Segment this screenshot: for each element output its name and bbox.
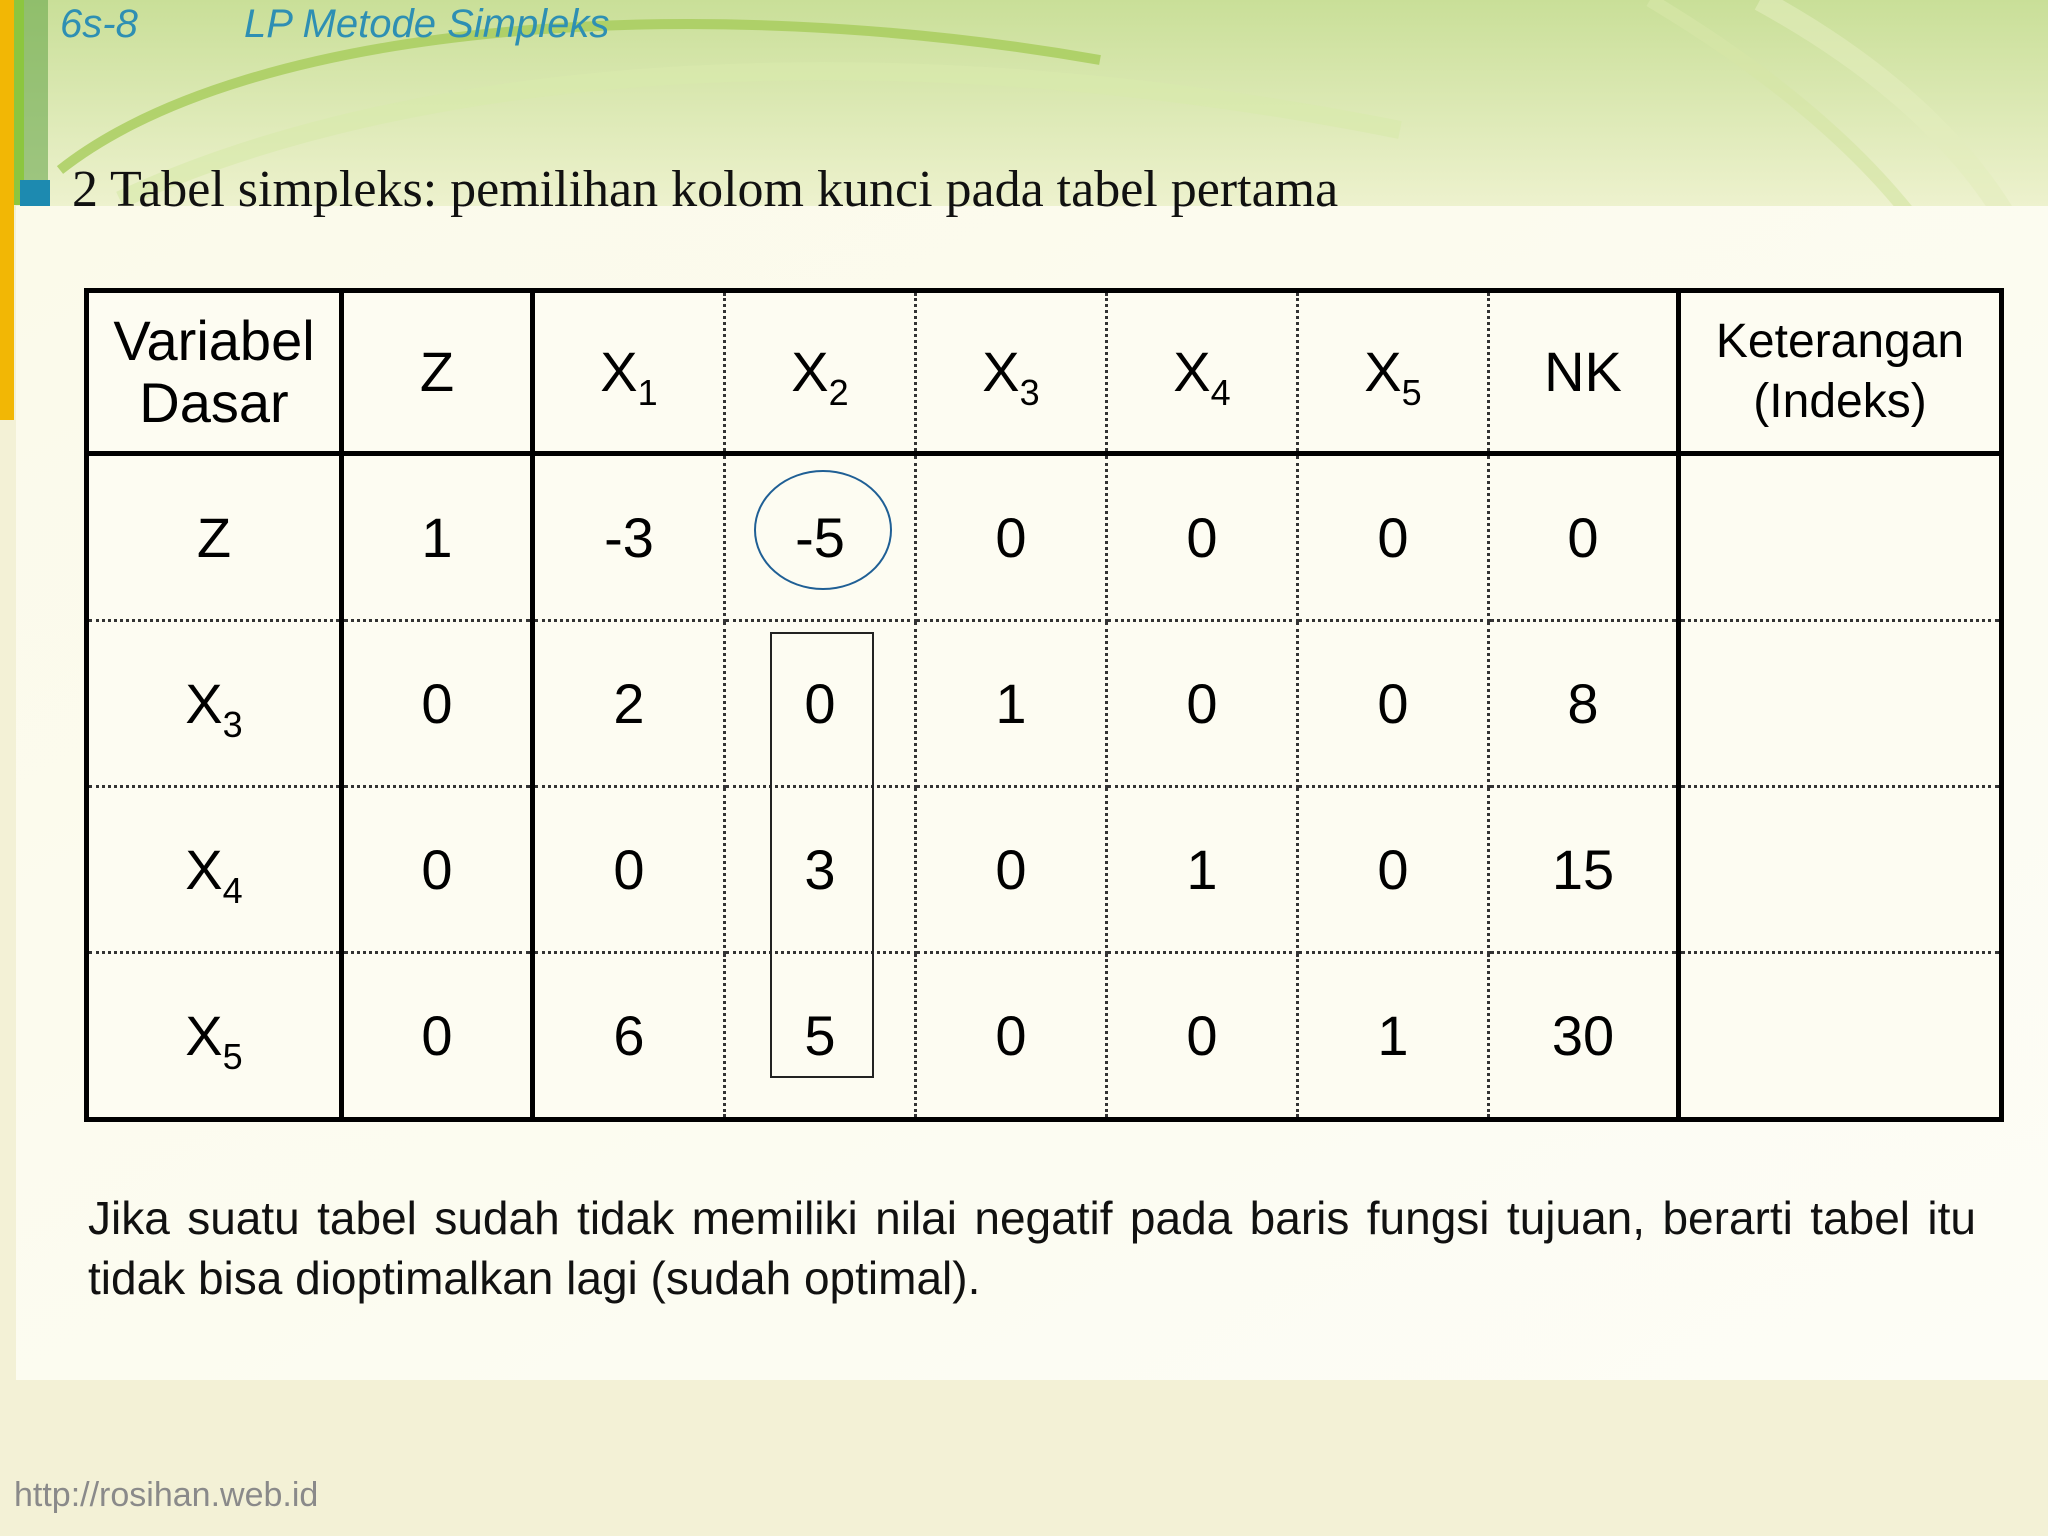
cell-nk: 15 — [1489, 787, 1679, 953]
cell-x5: 0 — [1298, 454, 1489, 621]
cell-x3: 1 — [916, 621, 1107, 787]
cell-z: 0 — [342, 953, 533, 1120]
cell-x2: 0 — [725, 621, 916, 787]
header-basic-variable: Variabel Dasar — [87, 291, 342, 454]
cell-x2-key-value: -5 — [725, 454, 916, 621]
table-row — [87, 953, 2002, 1120]
table-header-row — [87, 291, 2002, 454]
footer-url: http://rosihan.web.id — [14, 1476, 319, 1514]
header-keterangan: Keterangan (Indeks) — [1679, 291, 2002, 454]
cell-nk: 30 — [1489, 953, 1679, 1120]
cell-x4: 0 — [1107, 621, 1298, 787]
cell-x5: 0 — [1298, 621, 1489, 787]
cell-keterangan — [1679, 953, 2002, 1120]
cell-x5: 0 — [1298, 787, 1489, 953]
cell-x3: 0 — [916, 454, 1107, 621]
header-x4: $X_4$ — [1107, 291, 1298, 454]
cell-z: 0 — [342, 787, 533, 953]
cell-x4: 0 — [1107, 454, 1298, 621]
cell-x1: 6 — [533, 953, 725, 1120]
cell-z: 0 — [342, 621, 533, 787]
cell-nk: 8 — [1489, 621, 1679, 787]
table-row — [87, 787, 2002, 953]
table-row — [87, 454, 2002, 621]
cell-x2: 5 — [725, 953, 916, 1120]
cell-keterangan — [1679, 454, 2002, 621]
row-var-cell: $X_4$ — [87, 787, 342, 953]
cell-nk: 0 — [1489, 454, 1679, 621]
cell-x4: 0 — [1107, 953, 1298, 1120]
cell-keterangan — [1679, 787, 2002, 953]
header-nk: NK — [1489, 291, 1679, 454]
cell-x1: 0 — [533, 787, 725, 953]
cell-x1: 2 — [533, 621, 725, 787]
simplex-table-container — [84, 288, 2004, 1122]
row-var-cell: $X_3$ — [87, 621, 342, 787]
course-title: LP Metode Simpleks — [244, 2, 610, 46]
header-x1: $X_1$ — [533, 291, 725, 454]
row-var-cell: Z — [87, 454, 342, 621]
cell-x1: -3 — [533, 454, 725, 621]
cell-x5: 1 — [1298, 953, 1489, 1120]
table-row — [87, 621, 2002, 787]
cell-x4: 1 — [1107, 787, 1298, 953]
header-x5: $X_5$ — [1298, 291, 1489, 454]
simplex-table — [84, 288, 2004, 1122]
slide-title: 2 Tabel simpleks: pemilihan kolom kunci pada tabel pertama — [72, 161, 1339, 218]
row-var-cell: $X_5$ — [87, 953, 342, 1120]
header-x3: $X_3$ — [916, 291, 1107, 454]
header-z: Z — [342, 291, 533, 454]
header-x2: $X_2$ — [725, 291, 916, 454]
cell-z: 1 — [342, 454, 533, 621]
cell-x3: 0 — [916, 787, 1107, 953]
slide-number: 6s-8 — [60, 2, 138, 46]
explanation-note: Jika suatu tabel sudah tidak memiliki nilai negatif pada baris fungsi tujuan, berarti tabel itu tidak bisa dioptimalkan lagi (sudah optimal). — [88, 1192, 1976, 1304]
cell-keterangan — [1679, 621, 2002, 787]
cell-x2: 3 — [725, 787, 916, 953]
cell-x3: 0 — [916, 953, 1107, 1120]
